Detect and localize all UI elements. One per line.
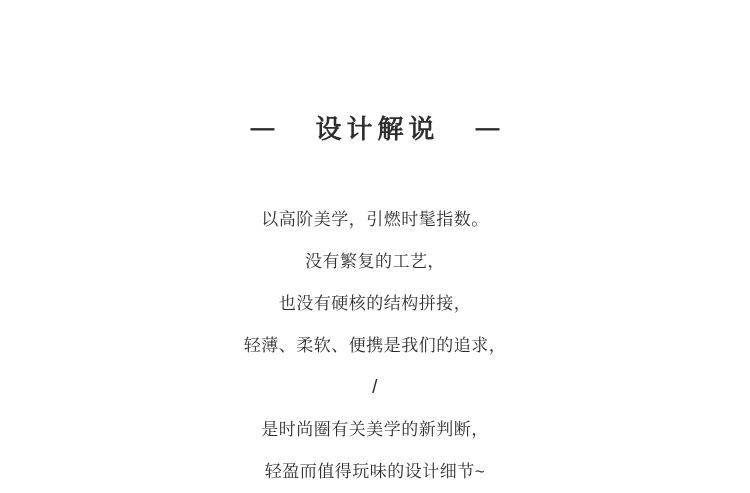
title-dash-left: — (250, 115, 275, 142)
description-line-3: 也没有硬核的结构拼接， (278, 294, 472, 313)
section-title-row (0, 113, 750, 145)
description-line-2: 没有繁复的工艺， (305, 252, 445, 271)
description-line-6: 是时尚圈有关美学的新判断， (261, 420, 489, 439)
description-line-1: 以高阶美学，引燃时髦指数。 (261, 210, 489, 229)
description-line-4: 轻薄、柔软、便携是我们的追求， (243, 336, 507, 355)
description-line-7: 轻盈而值得玩味的设计细节~ (264, 462, 486, 481)
title-dash-right: — (475, 115, 500, 142)
divider-slash: / (372, 377, 378, 398)
section-title: 设计解说 (315, 114, 440, 144)
description-body (0, 199, 750, 493)
